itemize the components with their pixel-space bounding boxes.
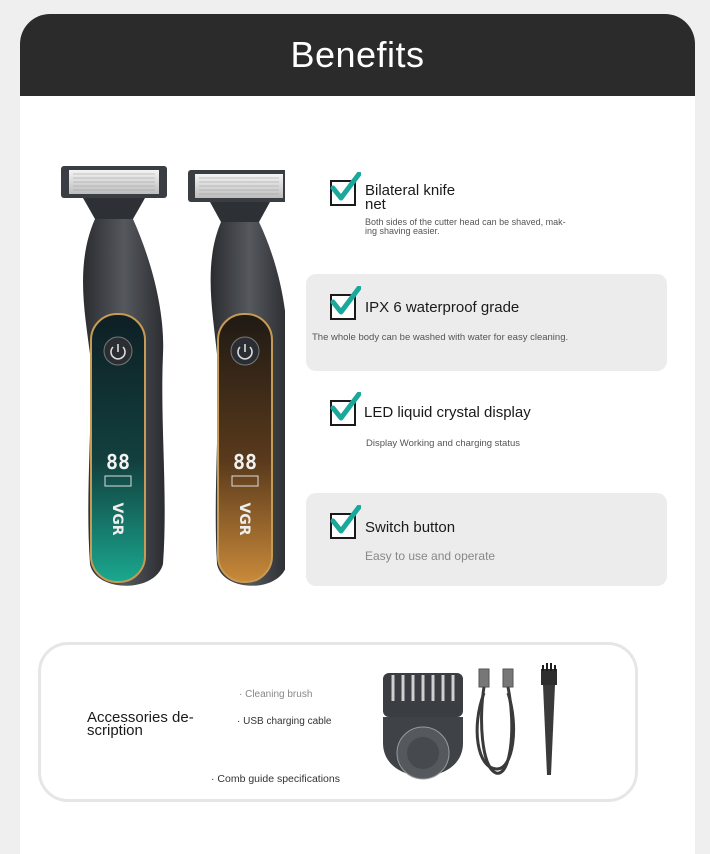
shaver-gold [188,170,285,586]
page-title: Benefits [290,34,425,75]
check-icon [330,400,356,426]
feature-desc: Display Working and charging status [366,438,521,449]
check-icon [330,180,356,206]
usb-cable-icon [477,669,513,773]
shavers-image [35,164,285,594]
accessories-image [371,657,571,787]
svg-text:VGR: VGR [109,502,125,536]
feature-title: LED liquid crystal display [364,404,531,421]
accessories-box [38,642,638,802]
feature-switch-button [306,493,667,586]
feature-led-display [320,392,640,462]
feature-desc: Both sides of the cutter head can be shaved, mak- ing shaving easier. [365,217,566,236]
check-icon [330,513,356,539]
svg-text:VGR: VGR [236,502,252,536]
check-icon [330,294,356,320]
feature-title: Switch button [365,519,456,536]
accessories-title: Accessories de- scription [87,709,194,739]
accessory-item: · USB charging cable [237,716,332,727]
comb-guide-icon [383,673,463,779]
cleaning-brush-icon [541,663,557,775]
feature-desc: Easy to use and operate [365,549,496,563]
feature-title: IPX 6 waterproof grade [365,299,520,316]
benefits-header [20,14,695,96]
feature-title: Bilateral knife net [365,182,456,213]
feature-bilateral-knife [320,174,620,254]
svg-text:88: 88 [232,450,258,474]
feature-waterproof [306,274,667,371]
feature-desc: The whole body can be washed with water for easy cleaning. [312,332,569,343]
svg-text:88: 88 [105,450,131,474]
shaver-teal [61,166,167,586]
accessory-item: · Cleaning brush [239,689,313,700]
accessory-item: · Comb guide specifications [211,773,340,785]
